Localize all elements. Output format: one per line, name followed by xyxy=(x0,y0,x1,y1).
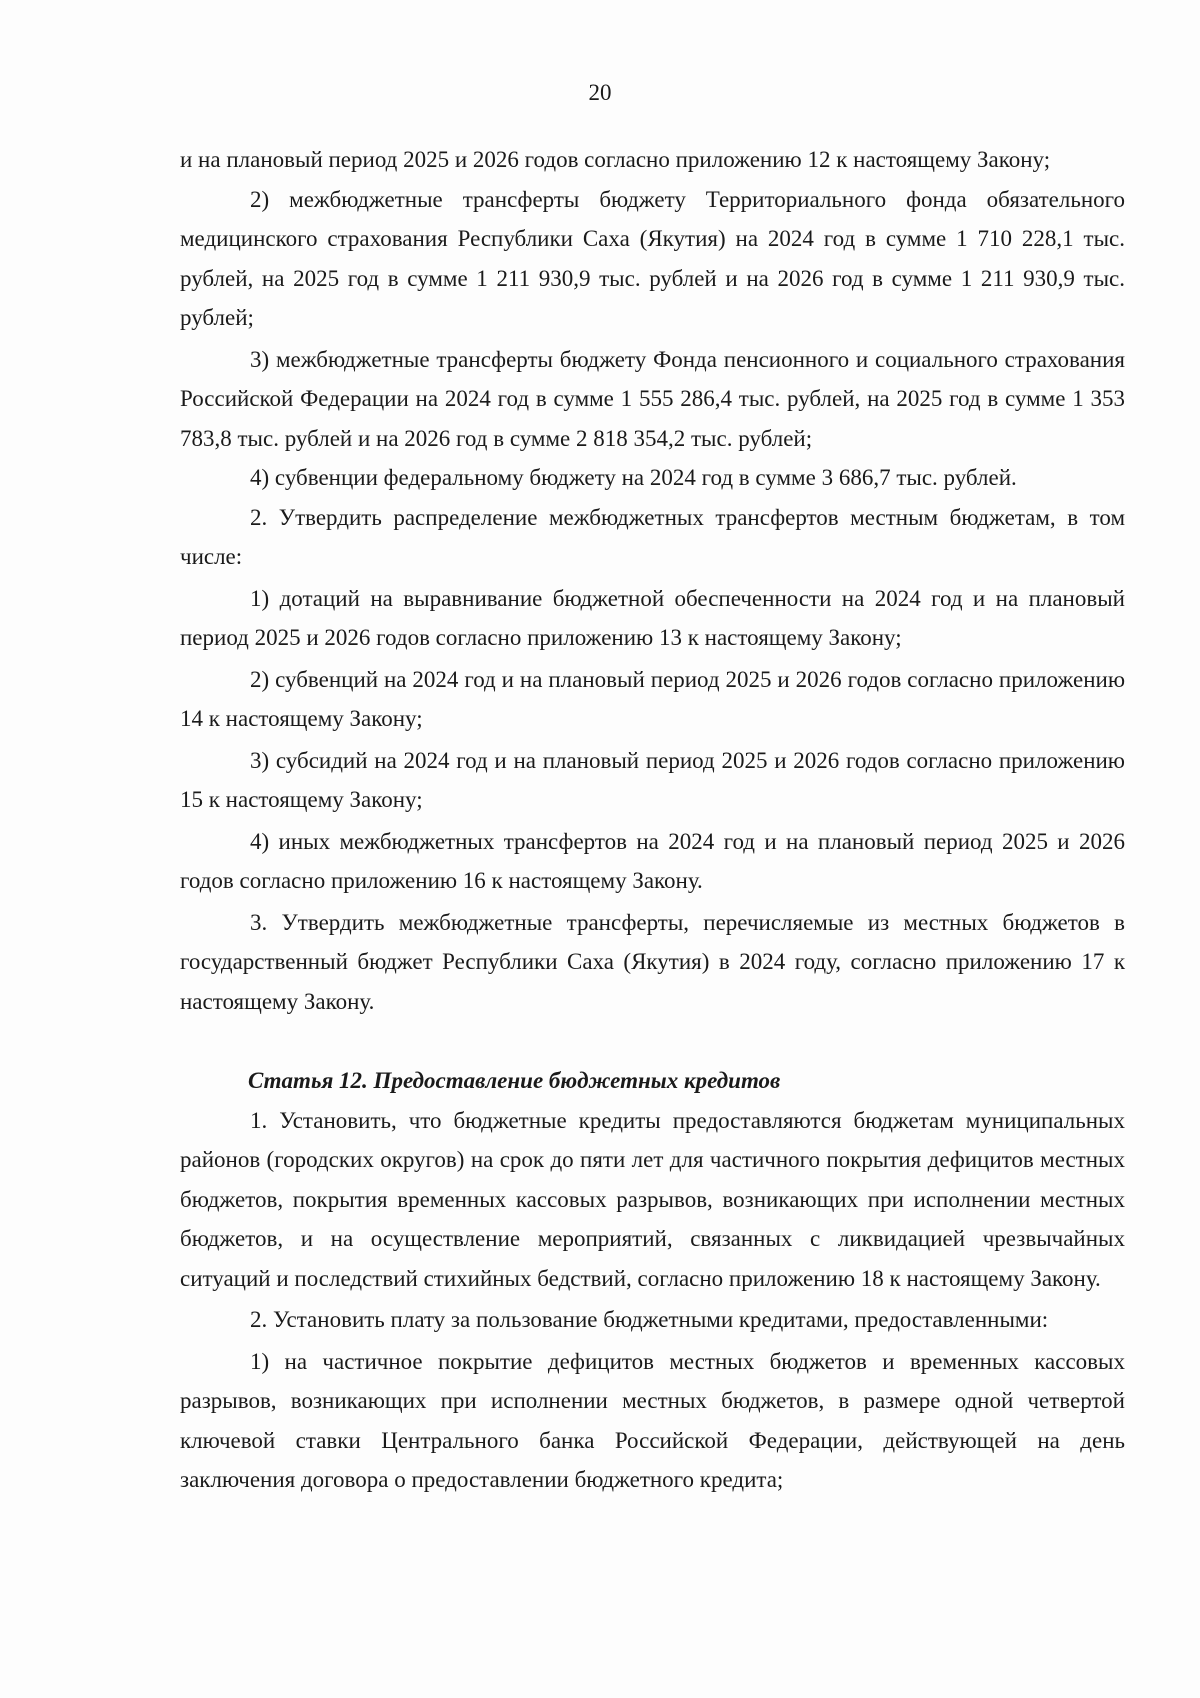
paragraph-federal-subventions: 4) субвенции федеральному бюджету на 2024 год в сумме 3 686,7 тыс. рублей. xyxy=(250,465,1017,490)
paragraph-continuation: и на плановый период 2025 и 2026 годов согласно приложению 12 к настоящему Закону; xyxy=(180,147,1051,172)
paragraph-tfoms-transfers: 2) межбюджетные трансферты бюджету Территориального фонда обязательного медицинского страхования Республики Саха (Якутия) на 2024 год в сумме 1 710 228,1 тыс. рублей, на 2025 год в сумме 1 211 930,9 тыс. рублей и на 2026 год в сумме 1 211 930,9 тыс. рублей; xyxy=(180,186,1125,330)
paragraph-subsidies: 3) субсидий на 2024 год и на плановый период 2025 и 2026 годов согласно приложению 15 к настоящему Закону; xyxy=(180,747,1125,812)
paragraph-credit-fee-rate: 1) на частичное покрытие дефицитов местных бюджетов и временных кассовых разрывов, возникающих при исполнении местных бюджетов, в размере одной четвертой ключевой ставки Центрального банка Российской Федерации, действующей на день заключения договора о предоставлении бюджетного кредита; xyxy=(180,1348,1125,1492)
paragraph-other-transfers: 4) иных межбюджетных трансфертов на 2024 год и на плановый период 2025 и 2026 годов согласно приложению 16 к настоящему Закону. xyxy=(180,828,1125,893)
document-body xyxy=(180,140,1125,1500)
paragraph-subventions: 2) субвенций на 2024 год и на плановый период 2025 и 2026 годов согласно приложению 14 к настоящему Закону; xyxy=(180,666,1125,731)
paragraph-equalization-grants: 1) дотаций на выравнивание бюджетной обеспеченности на 2024 год и на плановый период 2025 и 2026 годов согласно приложению 13 к настоящему Закону; xyxy=(180,585,1125,650)
article-heading: Статья 12. Предоставление бюджетных кредитов xyxy=(248,1068,781,1093)
paragraph-credit-fee: 2. Установить плату за пользование бюджетными кредитами, предоставленными: xyxy=(250,1307,1049,1332)
paragraph-transfers-from-local: 3. Утвердить межбюджетные трансферты, перечисляемые из местных бюджетов в государственный бюджет Республики Саха (Якутия) в 2024 году, согласно приложению 17 к настоящему Закону. xyxy=(180,909,1125,1014)
paragraph-pension-fund-transfers: 3) межбюджетные трансферты бюджету Фонда пенсионного и социального страхования Российской Федерации на 2024 год в сумме 1 555 286,4 тыс. рублей, на 2025 год в сумме 1 353 783,8 тыс. рублей и на 2026 год в сумме 2 818 354,2 тыс. рублей; xyxy=(180,346,1125,451)
paragraph-budget-credits-terms: 1. Установить, что бюджетные кредиты предоставляются бюджетам муниципальных районов (городских округов) на срок до пяти лет для частичного покрытия дефицитов местных бюджетов, покрытия временных кассовых разрывов, возникающих при исполнении местных бюджетов, и на осуществление мероприятий, связанных с ликвидацией чрезвычайных ситуаций и последствий стихийных бедствий, согласно приложению 18 к настоящему Закону. xyxy=(180,1107,1125,1291)
page-number: 20 xyxy=(588,80,612,105)
paragraph-local-budget-distribution: 2. Утвердить распределение межбюджетных трансфертов местным бюджетам, в том числе: xyxy=(180,504,1125,569)
